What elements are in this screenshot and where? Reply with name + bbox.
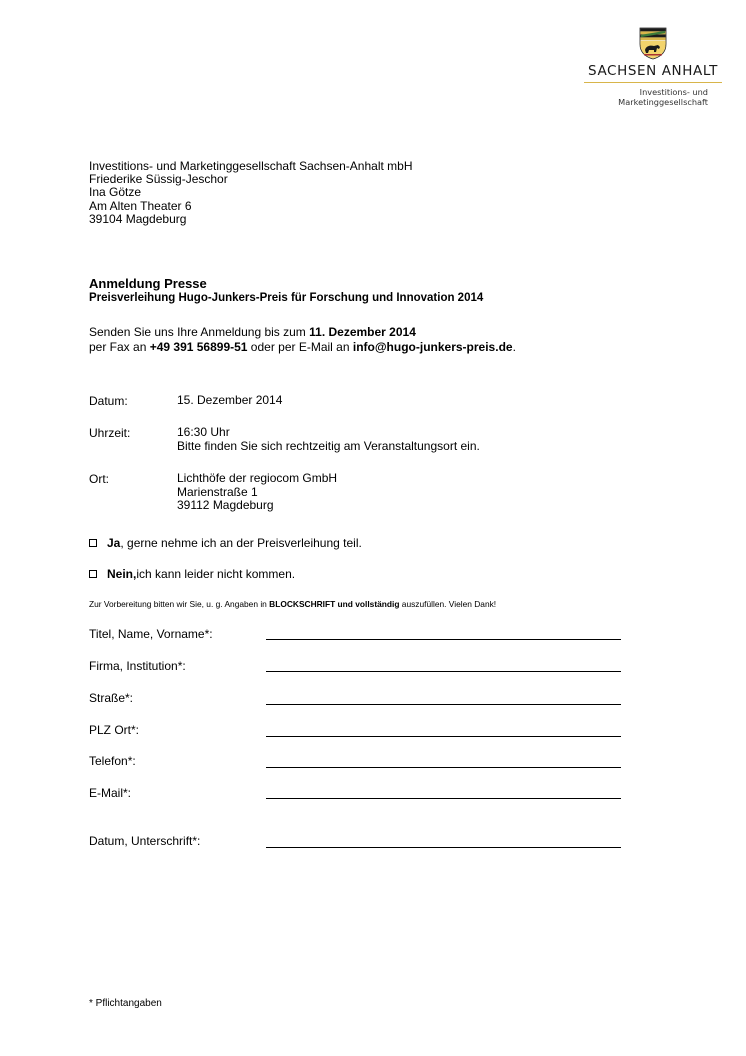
yes-checkbox[interactable] <box>89 539 97 547</box>
logo-subtitle-line1: Investitions- und <box>639 87 708 97</box>
signature-field[interactable] <box>266 847 621 848</box>
intro-line-1 <box>89 325 516 340</box>
fax-number: +49 391 56899-51 <box>149 340 248 354</box>
instruction-note <box>89 599 496 609</box>
footnote: * Pflichtangaben <box>89 998 162 1009</box>
intro-suffix: . <box>512 340 516 354</box>
logo-subtitle <box>584 87 722 107</box>
name-label: Titel, Name, Vorname*: <box>89 627 213 641</box>
place-line-1: Lichthöfe der regiocom GmbH <box>177 471 338 485</box>
yes-label: , gerne nehme ich an der Preisverleihung teil. <box>120 536 362 550</box>
phone-label: Telefon*: <box>89 754 136 768</box>
page-subtitle: Preisverleihung Hugo-Junkers-Preis für Forschung und Innovation 2014 <box>89 292 484 304</box>
recipient-address <box>89 160 413 226</box>
no-checkbox[interactable] <box>89 570 97 578</box>
time-value-text: 16:30 Uhr <box>177 425 230 439</box>
date-value: 15. Dezember 2014 <box>177 393 283 407</box>
option-no[interactable] <box>89 567 295 581</box>
intro-prefix: Senden Sie uns Ihre Anmeldung bis zum <box>89 325 310 339</box>
intro-text <box>89 325 516 355</box>
logo-subtitle-line2: Marketinggesellschaft <box>618 97 708 107</box>
no-label: ich kann leider nicht kommen. <box>136 567 296 581</box>
email-field[interactable] <box>266 798 621 799</box>
street-field[interactable] <box>266 704 621 705</box>
email-address[interactable]: info@hugo-junkers-preis.de <box>352 340 513 354</box>
note-bold: BLOCKSCHRIFT und vollständig <box>269 599 400 609</box>
signature-label: Datum, Unterschrift*: <box>89 834 201 848</box>
email-prefix: oder per E-Mail an <box>247 340 353 354</box>
street-label: Straße*: <box>89 691 134 705</box>
company-field[interactable] <box>266 671 621 672</box>
yes-label-bold: Ja <box>107 536 121 550</box>
city-field[interactable] <box>266 736 621 737</box>
note-suffix: auszufüllen. Vielen Dank! <box>399 599 497 609</box>
address-line-4: Am Alten Theater 6 <box>89 198 192 213</box>
deadline: 11. Dezember 2014 <box>309 325 416 339</box>
city-label: PLZ Ort*: <box>89 723 140 737</box>
time-value <box>177 426 480 453</box>
name-field[interactable] <box>266 639 621 640</box>
address-line-3: Ina Götze <box>89 185 142 200</box>
address-line-1: Investitions- und Marketinggesellschaft Sachsen-Anhalt mbH <box>89 159 413 173</box>
address-line-5: 39104 Magdeburg <box>89 211 187 226</box>
address-line-2: Friederike Süssig-Jeschor <box>89 172 228 187</box>
intro-line-2 <box>89 340 516 355</box>
coat-of-arms-icon <box>638 26 668 60</box>
no-label-bold: Nein, <box>107 567 137 581</box>
company-label: Firma, Institution*: <box>89 659 186 673</box>
page-title: Anmeldung Presse <box>89 276 207 291</box>
place-line-3: 39112 Magdeburg <box>177 498 274 512</box>
phone-field[interactable] <box>266 767 621 768</box>
place-value <box>177 472 337 513</box>
date-label: Datum: <box>89 394 128 408</box>
time-label: Uhrzeit: <box>89 426 131 440</box>
option-yes[interactable] <box>89 536 362 550</box>
sachsen-anhalt-logo <box>584 26 722 107</box>
time-note: Bitte finden Sie sich rechtzeitig am Veranstaltungsort ein. <box>177 438 480 453</box>
place-line-2: Marienstraße 1 <box>177 484 258 499</box>
logo-title: SACHSEN ANHALT <box>588 63 718 79</box>
note-prefix: Zur Vorbereitung bitten wir Sie, u. g. Angaben in <box>89 599 270 609</box>
logo-divider <box>584 82 722 83</box>
place-label: Ort: <box>89 472 109 486</box>
email-label: E-Mail*: <box>89 786 132 800</box>
fax-prefix: per Fax an <box>89 340 150 354</box>
